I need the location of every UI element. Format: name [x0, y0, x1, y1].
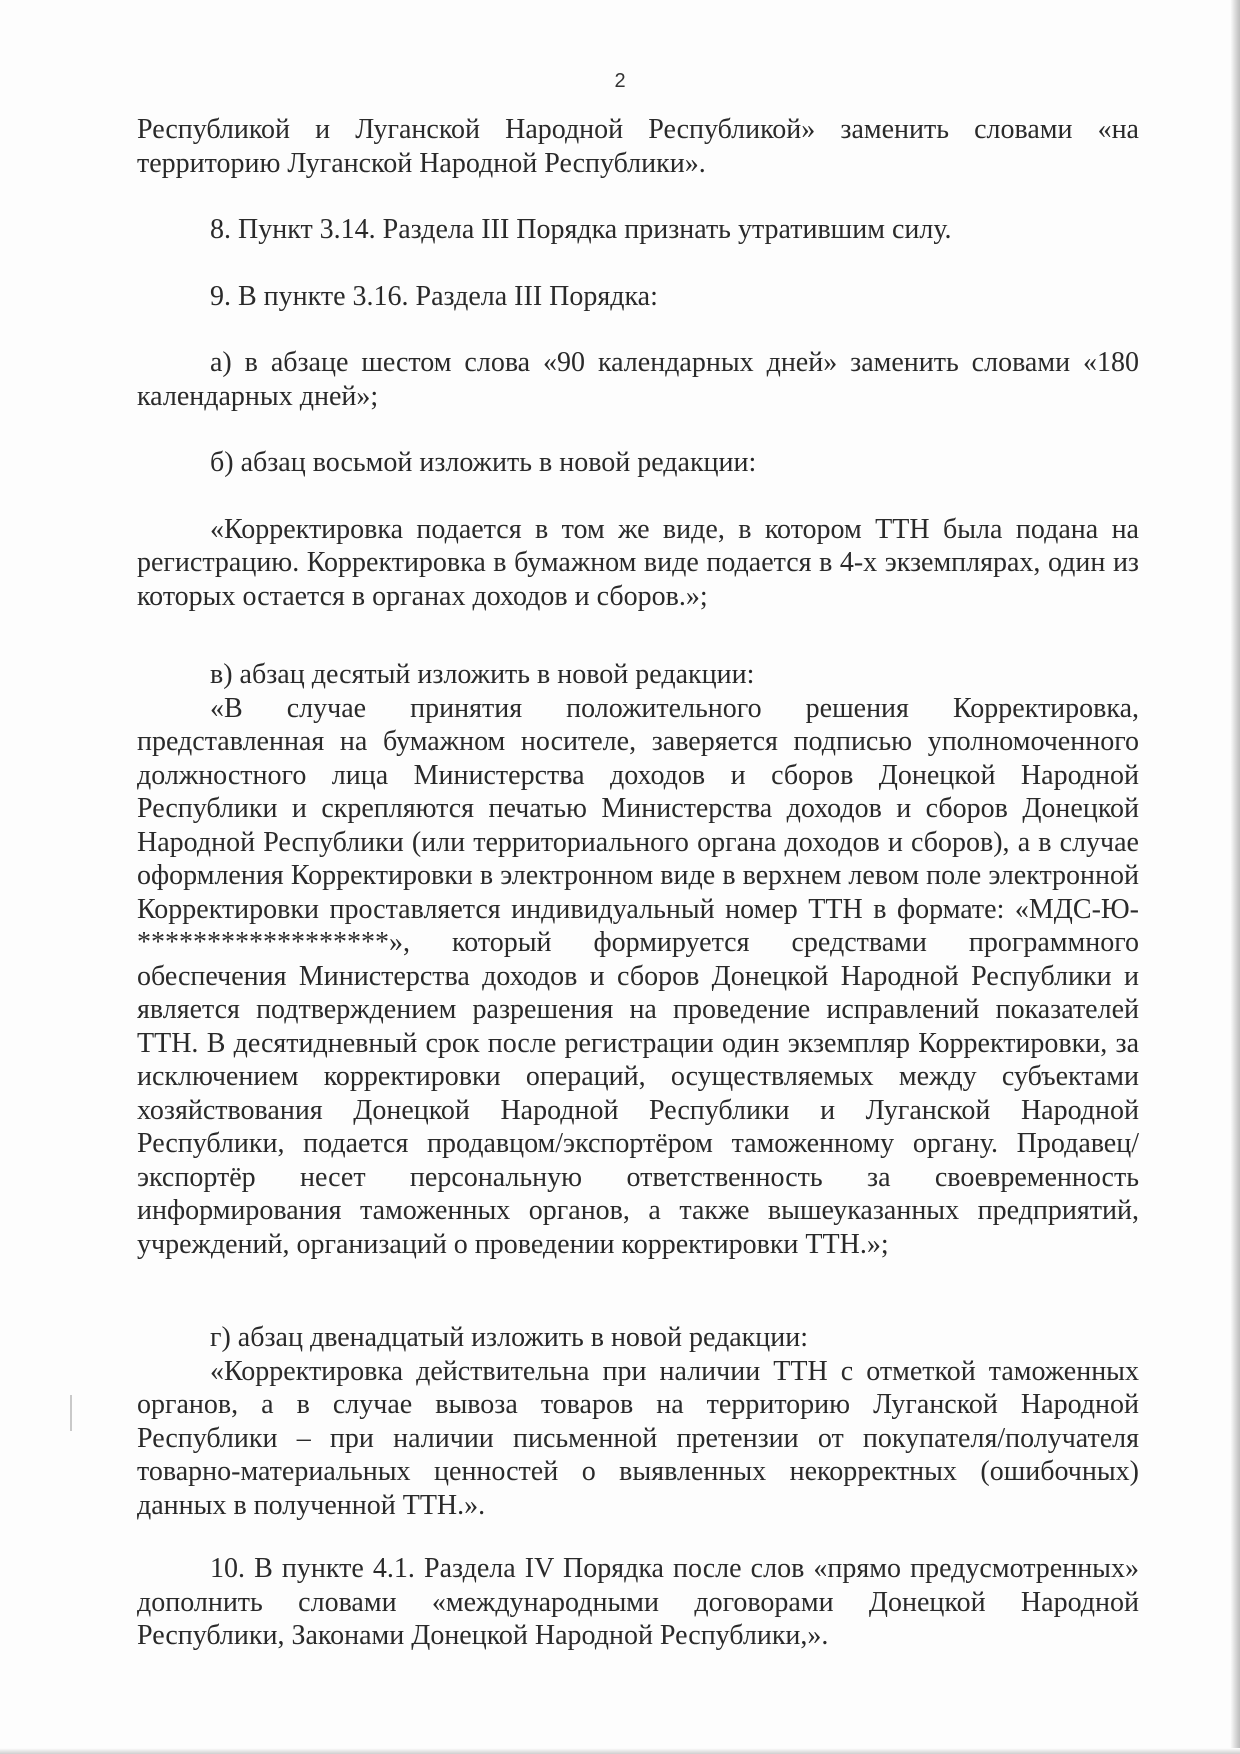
text-block-middle	[137, 658, 1139, 1261]
paragraph-item-9v-text: «В случае принятия положительного решения Корректировка, представленная на бумажном носителе, заверяется подписью уполномоченного должностного лица Министерства доходов и сборов Донецкой Народной Республики и скрепляются печатью Министерства доходов и сборов Донецкой Народной Республики (или территориального органа доходов и сборов), а в случае оформления Корректировки в электронном виде в верхнем левом поле электронной Корректировки проставляется индивидуальный номер ТТН в формате: «МДС-Ю-******************», который формируется средствами программного обеспечения Министерства доходов и сборов Донецкой Народной Республики и является подтверждением разрешения на проведение исправлений показателей ТТН. В десятидневный срок после регистрации один экземпляр Корректировки, за исключением корректировки операций, осуществляемых между субъектами хозяйствования Донецкой Народной Республики и Луганской Народной Республики, подается продавцом/экспортёром таможенному органу. Продавец/экспортёр несет персональную ответственность за своевременность информирования таможенных органов, а также вышеуказанных предприятий, учреждений, организаций о проведении корректировки ТТН.»;	[137, 692, 1139, 1260]
paragraph-item-9g-text: «Корректировка действительна при наличии ТТН с отметкой таможенных органов, а в случае вывоза товаров на территорию Луганской Народной Республики – при наличии письменной претензии от покупателя/получателя товарно-материальных ценностей о выявленных некорректных (ошибочных) данных в полученной ТТН.».	[137, 1355, 1139, 1521]
page-number: 2	[614, 70, 626, 92]
paragraph-item-9a: а) в абзаце шестом слова «90 календарных дней» заменить словами «180 календарных дней»;	[137, 347, 1139, 412]
text-block-lower	[137, 1321, 1139, 1522]
paragraph-item-10: 10. В пункте 4.1. Раздела IV Порядка после слов «прямо предусмотренных» дополнить словами «международными договорами Донецкой Народной Республики, Законами Донецкой Народной Республики,».	[137, 1553, 1139, 1651]
text-block-top	[137, 113, 1139, 613]
paragraph-item-8: 8. Пункт 3.14. Раздела III Порядка признать утратившим силу.	[210, 214, 952, 245]
paragraph-item-9g: г) абзац двенадцатый изложить в новой редакции:	[210, 1322, 809, 1353]
paragraph-continuation: Республикой и Луганской Народной Республикой» заменить словами «на территорию Луганской Народной Республики».	[137, 114, 1139, 179]
paragraph-item-9b-text: «Корректировка подается в том же виде, в котором ТТН была подана на регистрацию. Корректировка в бумажном виде подается в 4-х экземплярах, один из которых остается в органах доходов и сборов.»;	[137, 513, 1139, 612]
paragraph-item-9b: б) абзац восьмой изложить в новой редакции:	[210, 447, 757, 478]
scan-mark	[70, 1395, 72, 1431]
page-edge-shadow	[1230, 0, 1240, 1754]
paragraph-item-9v: в) абзац десятый изложить в новой редакции:	[210, 659, 755, 690]
page-bottom-edge	[0, 1748, 1240, 1754]
paragraph-item-9: 9. В пункте 3.16. Раздела III Порядка:	[210, 280, 658, 312]
text-block-bottom	[137, 1552, 1139, 1653]
